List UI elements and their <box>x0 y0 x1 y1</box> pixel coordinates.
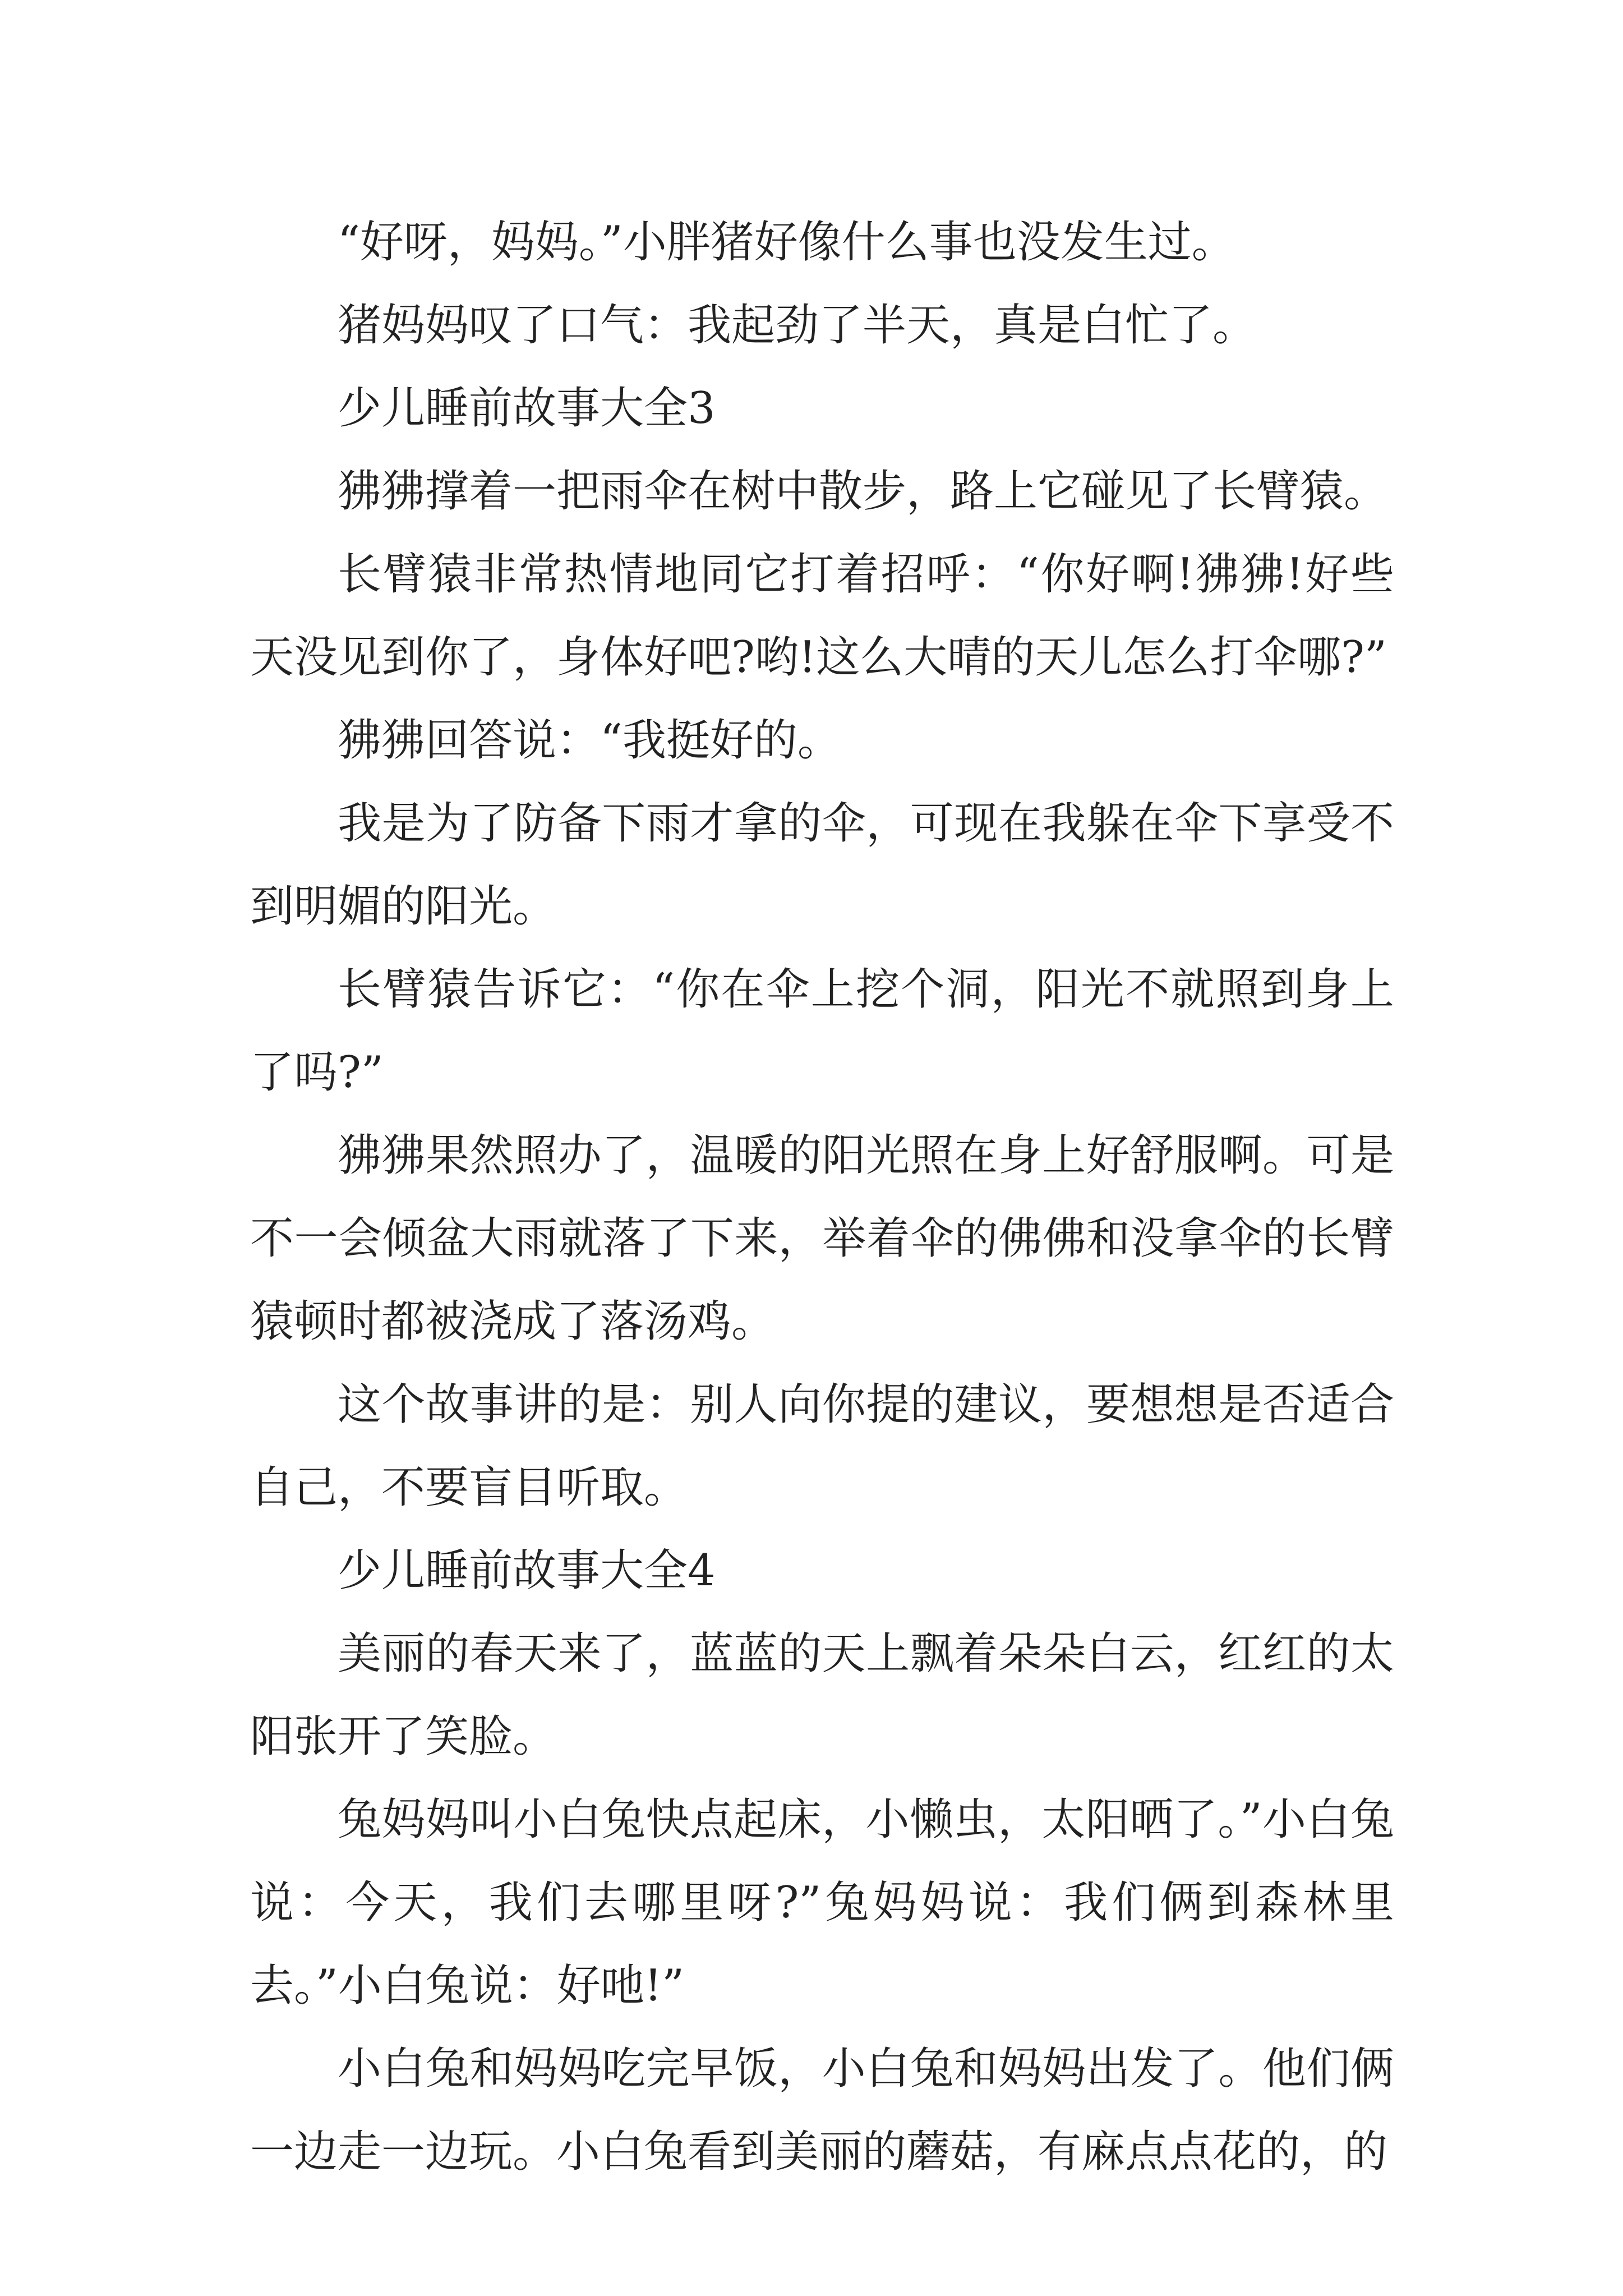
document-body <box>250 201 1394 2193</box>
section-heading: 少儿睡前故事大全3 <box>338 383 716 434</box>
paragraph: 兔妈妈叫小白兔快点起床，小懒虫，太阳晒了。”小白兔说：今天，我们去哪里呀?”兔妈妈说：我们俩到森林里去。”小白兔说：好吔!” <box>250 1795 1394 2011</box>
paragraph: “好呀，妈妈。”小胖猪好像什么事也没发生过。 <box>338 217 1235 268</box>
paragraph: 长臂猿非常热情地同它打着招呼：“你好啊!狒狒!好些天没见到你了，身体好吧?哟!这么大晴的天儿怎么打伞哪?” <box>250 549 1394 683</box>
paragraph: 狒狒回答说：“我挺好的。 <box>338 715 841 766</box>
paragraph: 猪妈妈叹了口气：我起劲了半天，真是白忙了。 <box>338 300 1257 351</box>
paragraph: 长臂猿告诉它：“你在伞上挖个洞，阳光不就照到身上了吗?” <box>250 964 1394 1098</box>
paragraph: 这个故事讲的是：别人向你提的建议，要想想是否适合自己，不要盲目听取。 <box>250 1379 1394 1513</box>
section-heading: 少儿睡前故事大全4 <box>338 1545 716 1596</box>
paragraph: 狒狒果然照办了，温暖的阳光照在身上好舒服啊。可是不一会倾盆大雨就落了下来，举着伞的佛佛和没拿伞的长臂猿顿时都被浇成了落汤鸡。 <box>250 1130 1394 1347</box>
paragraph: 我是为了防备下雨才拿的伞，可现在我躲在伞下享受不到明媚的阳光。 <box>250 798 1394 932</box>
paragraph: 狒狒撑着一把雨伞在树中散步，路上它碰见了长臂猿。 <box>338 466 1388 517</box>
paragraph: 小白兔和妈妈吃完早饭，小白兔和妈妈出发了。他们俩一边走一边玩。小白兔看到美丽的蘑菇，有麻点点花的，的 <box>250 2044 1394 2177</box>
paragraph: 美丽的春天来了，蓝蓝的天上飘着朵朵白云，红红的太阳张开了笑脸。 <box>250 1628 1394 1762</box>
